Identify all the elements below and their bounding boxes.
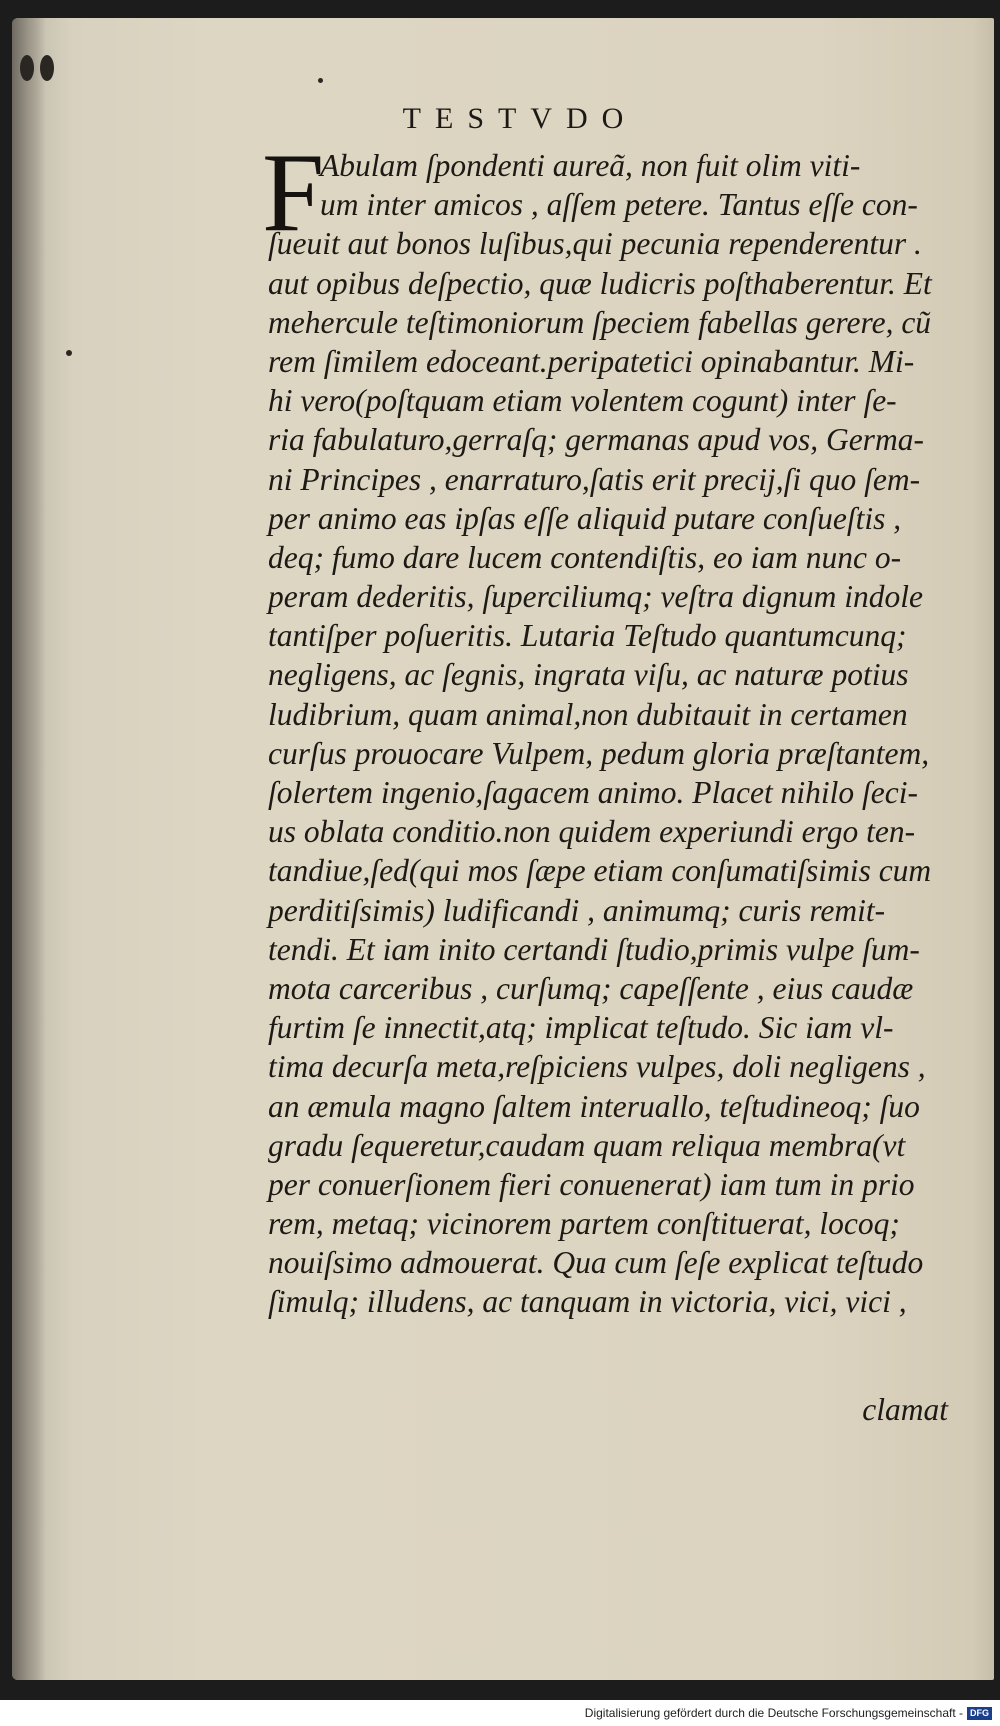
text-line: rem, metaq; vicinorem partem conſtituerat, locoq; <box>268 1206 900 1242</box>
body-text <box>268 146 968 1322</box>
credit-text: Digitalisierung gefördert durch die Deutsche Forschungsgemeinschaft - <box>584 1706 963 1720</box>
drop-cap: F <box>262 131 325 255</box>
text-line: ludibrium, quam animal,non dubitauit in certamen <box>268 696 908 732</box>
text-line: peram dederitis, ſuperciliumq; veſtra dignum indole <box>268 579 923 615</box>
text-line: tandiue,ſed(qui mos ſæpe etiam conſumatiſsimis cum <box>268 853 932 889</box>
text-line: deq; fumo dare lucem contendiſtis, eo iam nunc o- <box>268 539 902 575</box>
text-line: hi vero(poſtquam etiam volentem cogunt) inter ſe- <box>268 383 897 419</box>
digitization-credit <box>585 1706 992 1720</box>
text-line: an æmula magno ſaltem interuallo, teſtudineoq; ſuo <box>268 1088 920 1124</box>
text-line-first-2: um inter amicos , aſſem petere. Tantus eſſe con- <box>320 187 918 223</box>
text-line: ſimulq; illudens, ac tanquam in victoria, vici, vici , <box>268 1284 907 1320</box>
text-line: ria fabulaturo,gerraſq; germanas apud vos, Germa- <box>268 422 924 458</box>
ink-spot-top <box>318 78 323 83</box>
text-line: perditiſsimis) ludificandi , animumq; curis remit- <box>268 892 886 928</box>
text-line: mota carceribus , curſumq; capeſſente , eius caudæ <box>268 970 914 1006</box>
text-line: curſus prouocare Vulpem, pedum gloria præſtantem, <box>268 735 930 771</box>
text-line: negligens, ac ſegnis, ingrata viſu, ac naturæ potius <box>268 657 909 693</box>
text-line: per conuerſionem fieri conuenerat) iam tum in prio <box>268 1166 915 1202</box>
text-line: us oblata conditio.non quidem experiundi ergo ten- <box>268 814 916 850</box>
text-line: rem ſimilem edoceant.peripatetici opinabantur. Mi- <box>268 343 915 379</box>
ink-spot-left-2 <box>40 55 54 81</box>
text-line-first-1: Abulam ſpondenti aureã, non fuit olim viti- <box>320 148 861 183</box>
text-line: ſolertem ingenio,ſagacem animo. Placet nihilo ſeci- <box>268 775 918 810</box>
ink-spot-left-3 <box>66 350 72 356</box>
text-line: ni Principes , enarraturo,ſatis erit precij,ſi quo ſem- <box>268 461 921 497</box>
text-line: tantiſper poſueritis. Lutaria Teſtudo quantumcunq; <box>268 618 907 654</box>
text-line: gradu ſequeretur,caudam quam reliqua membra(vt <box>268 1127 906 1163</box>
ink-spot-left-1 <box>20 55 34 81</box>
text-line: mehercule teſtimoniorum ſpeciem fabellas gerere, cũ <box>268 304 932 340</box>
catchword: clamat <box>862 1392 948 1427</box>
text-line: tendi. Et iam inito certandi ſtudio,primis vulpe ſum- <box>268 931 920 967</box>
page-binding-edge <box>12 18 46 1680</box>
dfg-logo-icon: DFG <box>967 1707 992 1720</box>
text-line: nouiſsimo admouerat. Qua cum ſeſe explicat teſtudo <box>268 1245 924 1281</box>
text-line: aut opibus deſpectio, quæ ludicris poſthaberentur. Et <box>268 265 932 301</box>
text-line: per animo eas ipſas eſſe aliquid putare conſueſtis , <box>268 500 902 536</box>
text-line: furtim ſe innectit,atq; implicat teſtudo. Sic iam vl- <box>268 1010 894 1046</box>
text-line: ſueuit aut bonos luſibus,qui pecunia rependerentur . <box>268 226 922 262</box>
running-head: TESTVDO <box>402 102 638 135</box>
text-line: tima decurſa meta,reſpiciens vulpes, doli negligens , <box>268 1049 926 1085</box>
